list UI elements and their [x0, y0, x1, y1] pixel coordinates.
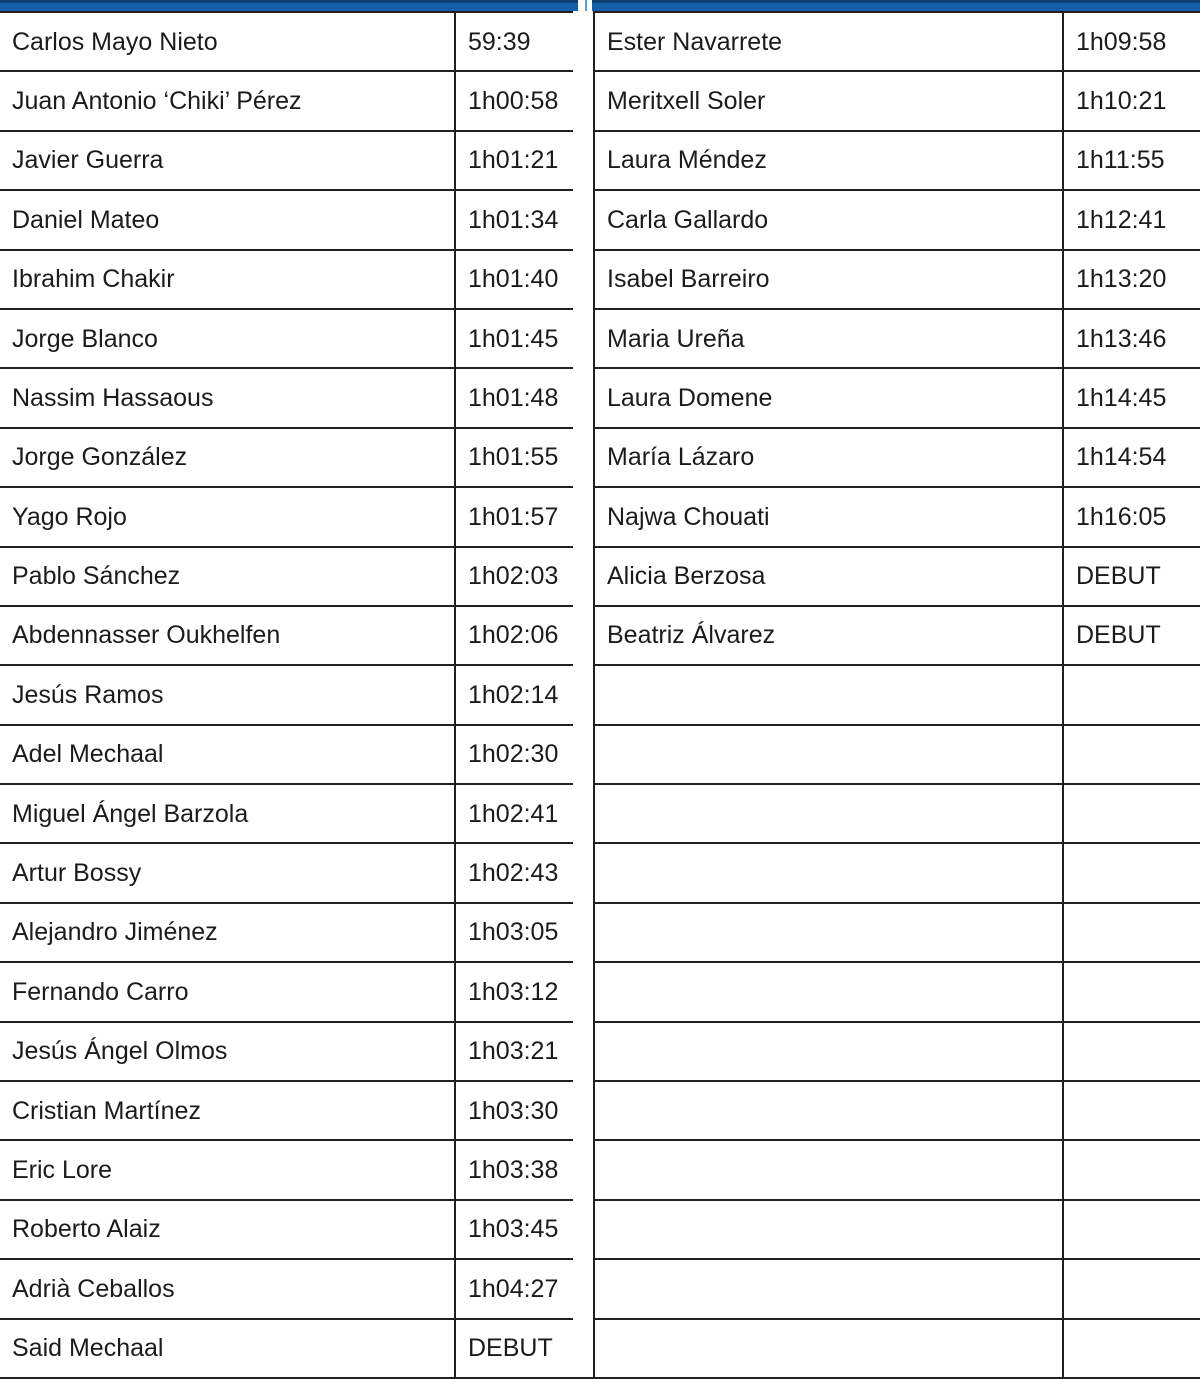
table-row	[0, 487, 618, 546]
table-row	[594, 606, 1200, 665]
table-row	[0, 1022, 618, 1081]
table-row	[0, 962, 618, 1021]
table-row	[0, 190, 618, 249]
men-athlete-name-cell: Adrià Ceballos	[0, 1259, 455, 1318]
men-athlete-time-cell: 1h02:30	[455, 725, 618, 784]
women-athlete-name-cell: María Lázaro	[594, 428, 1063, 487]
men-athlete-name-cell: Roberto Alaiz	[0, 1200, 455, 1259]
men-athlete-time-cell: 1h03:12	[455, 962, 618, 1021]
table-row	[594, 190, 1200, 249]
men-athlete-time-cell: 1h03:45	[455, 1200, 618, 1259]
women-athlete-time-cell: 1h10:21	[1063, 71, 1200, 130]
table-row	[0, 71, 618, 130]
women-athlete-time-cell	[1063, 1319, 1200, 1378]
men-athlete-name-cell: Cristian Martínez	[0, 1081, 455, 1140]
men-athlete-time-cell: 1h01:48	[455, 368, 618, 427]
women-athlete-time-cell	[1063, 1259, 1200, 1318]
men-athlete-time-cell: 1h03:21	[455, 1022, 618, 1081]
table-row	[0, 250, 618, 309]
men-athlete-name-cell: Jorge Blanco	[0, 309, 455, 368]
men-athlete-time-cell: 1h01:45	[455, 309, 618, 368]
table-row	[0, 1259, 618, 1318]
men-athlete-name-cell: Pablo Sánchez	[0, 547, 455, 606]
women-athlete-name-cell: Maria Ureña	[594, 309, 1063, 368]
table-row	[0, 1140, 618, 1199]
men-athlete-name-cell: Juan Antonio ‘Chiki’ Pérez	[0, 71, 455, 130]
men-athlete-name-cell: Eric Lore	[0, 1140, 455, 1199]
table-row	[594, 309, 1200, 368]
table-row	[0, 1200, 618, 1259]
women-athlete-time-cell	[1063, 1081, 1200, 1140]
table-row	[594, 1200, 1200, 1259]
women-athlete-time-cell	[1063, 1200, 1200, 1259]
table-row	[0, 131, 618, 190]
men-athlete-time-cell: 1h01:21	[455, 131, 618, 190]
men-athlete-time-cell: 1h03:05	[455, 903, 618, 962]
table-row	[0, 843, 618, 902]
men-athlete-name-cell: Abdennasser Oukhelfen	[0, 606, 455, 665]
women-athlete-time-cell	[1063, 962, 1200, 1021]
table-row	[594, 1259, 1200, 1318]
men-athlete-time-cell: 1h02:14	[455, 665, 618, 724]
table-row	[594, 250, 1200, 309]
men-athlete-time-cell: 1h00:58	[455, 71, 618, 130]
men-athlete-time-cell: 1h02:41	[455, 784, 618, 843]
women-results-table-wrapper	[593, 11, 1193, 1341]
table-row	[594, 131, 1200, 190]
table-row	[594, 843, 1200, 902]
men-athlete-name-cell: Miguel Ángel Barzola	[0, 784, 455, 843]
women-athlete-time-cell	[1063, 903, 1200, 962]
table-row	[0, 428, 618, 487]
men-athlete-name-cell: Ibrahim Chakir	[0, 250, 455, 309]
table-row	[0, 784, 618, 843]
women-athlete-time-cell: 1h14:54	[1063, 428, 1200, 487]
women-athlete-time-cell: 1h13:20	[1063, 250, 1200, 309]
table-row	[0, 606, 618, 665]
men-athlete-name-cell: Jesús Ángel Olmos	[0, 1022, 455, 1081]
men-athlete-name-cell: Fernando Carro	[0, 962, 455, 1021]
women-athlete-name-cell	[594, 1140, 1063, 1199]
men-athlete-time-cell: 1h03:30	[455, 1081, 618, 1140]
men-athlete-name-cell: Jorge González	[0, 428, 455, 487]
men-athlete-time-cell: DEBUT	[455, 1319, 618, 1378]
women-athlete-name-cell	[594, 903, 1063, 962]
women-athlete-name-cell: Laura Domene	[594, 368, 1063, 427]
women-athlete-time-cell: 1h16:05	[1063, 487, 1200, 546]
table-row	[594, 487, 1200, 546]
men-results-table-wrapper	[0, 11, 573, 1363]
women-athlete-name-cell: Najwa Chouati	[594, 487, 1063, 546]
women-athlete-time-cell	[1063, 725, 1200, 784]
men-athlete-name-cell: Said Mechaal	[0, 1319, 455, 1378]
women-athlete-name-cell: Laura Méndez	[594, 131, 1063, 190]
men-athlete-time-cell: 1h02:03	[455, 547, 618, 606]
table-row	[0, 368, 618, 427]
men-athlete-name-cell: Adel Mechaal	[0, 725, 455, 784]
blue-header-strip	[0, 0, 1200, 11]
men-athlete-name-cell: Yago Rojo	[0, 487, 455, 546]
women-athlete-name-cell: Meritxell Soler	[594, 71, 1063, 130]
men-athlete-time-cell: 1h01:40	[455, 250, 618, 309]
women-athlete-name-cell	[594, 1319, 1063, 1378]
women-athlete-time-cell	[1063, 665, 1200, 724]
women-athlete-time-cell: 1h12:41	[1063, 190, 1200, 249]
women-athlete-name-cell: Ester Navarrete	[594, 12, 1063, 71]
table-row	[594, 903, 1200, 962]
men-athlete-time-cell: 1h02:06	[455, 606, 618, 665]
table-row	[594, 368, 1200, 427]
tables-gap	[573, 11, 593, 1341]
table-row	[594, 12, 1200, 71]
women-athlete-time-cell: 1h13:46	[1063, 309, 1200, 368]
table-row	[594, 962, 1200, 1021]
men-athlete-time-cell: 1h04:27	[455, 1259, 618, 1318]
table-row	[594, 547, 1200, 606]
women-athlete-time-cell	[1063, 1140, 1200, 1199]
men-athlete-time-cell: 1h01:57	[455, 487, 618, 546]
table-row	[594, 1081, 1200, 1140]
table-row	[594, 1022, 1200, 1081]
women-results-table	[593, 11, 1200, 1379]
women-results-body	[594, 12, 1200, 1378]
women-athlete-name-cell	[594, 843, 1063, 902]
table-row	[594, 428, 1200, 487]
men-athlete-time-cell: 1h03:38	[455, 1140, 618, 1199]
table-row	[0, 903, 618, 962]
women-athlete-name-cell	[594, 665, 1063, 724]
table-row	[594, 665, 1200, 724]
men-athlete-name-cell: Artur Bossy	[0, 843, 455, 902]
women-athlete-name-cell	[594, 784, 1063, 843]
men-athlete-time-cell: 59:39	[455, 12, 618, 71]
women-athlete-name-cell: Carla Gallardo	[594, 190, 1063, 249]
women-athlete-name-cell	[594, 725, 1063, 784]
table-row	[594, 71, 1200, 130]
women-athlete-name-cell	[594, 1022, 1063, 1081]
men-athlete-name-cell: Nassim Hassaous	[0, 368, 455, 427]
table-row	[0, 1081, 618, 1140]
men-athlete-name-cell: Carlos Mayo Nieto	[0, 12, 455, 71]
men-athlete-name-cell: Javier Guerra	[0, 131, 455, 190]
table-row	[0, 1319, 618, 1378]
women-athlete-time-cell	[1063, 784, 1200, 843]
table-row	[594, 1140, 1200, 1199]
women-athlete-name-cell	[594, 962, 1063, 1021]
men-athlete-time-cell: 1h02:43	[455, 843, 618, 902]
women-athlete-time-cell	[1063, 843, 1200, 902]
results-tables	[0, 11, 1200, 1363]
table-row	[594, 1319, 1200, 1378]
women-athlete-name-cell: Alicia Berzosa	[594, 547, 1063, 606]
table-row	[0, 725, 618, 784]
table-row	[0, 12, 618, 71]
men-athlete-name-cell: Alejandro Jiménez	[0, 903, 455, 962]
women-athlete-time-cell: DEBUT	[1063, 547, 1200, 606]
men-athlete-time-cell: 1h01:34	[455, 190, 618, 249]
women-athlete-name-cell	[594, 1081, 1063, 1140]
women-athlete-name-cell	[594, 1200, 1063, 1259]
table-row	[0, 665, 618, 724]
men-athlete-name-cell: Jesús Ramos	[0, 665, 455, 724]
women-athlete-name-cell: Isabel Barreiro	[594, 250, 1063, 309]
men-athlete-name-cell: Daniel Mateo	[0, 190, 455, 249]
table-row	[594, 725, 1200, 784]
table-row	[0, 547, 618, 606]
header-divider-tick	[585, 0, 587, 11]
women-athlete-name-cell	[594, 1259, 1063, 1318]
women-athlete-name-cell: Beatriz Álvarez	[594, 606, 1063, 665]
table-row	[594, 784, 1200, 843]
women-athlete-time-cell: DEBUT	[1063, 606, 1200, 665]
women-athlete-time-cell: 1h09:58	[1063, 12, 1200, 71]
men-athlete-time-cell: 1h01:55	[455, 428, 618, 487]
men-results-table	[0, 11, 619, 1379]
women-athlete-time-cell	[1063, 1022, 1200, 1081]
women-athlete-time-cell: 1h11:55	[1063, 131, 1200, 190]
table-row	[0, 309, 618, 368]
men-results-body	[0, 12, 618, 1378]
women-athlete-time-cell: 1h14:45	[1063, 368, 1200, 427]
